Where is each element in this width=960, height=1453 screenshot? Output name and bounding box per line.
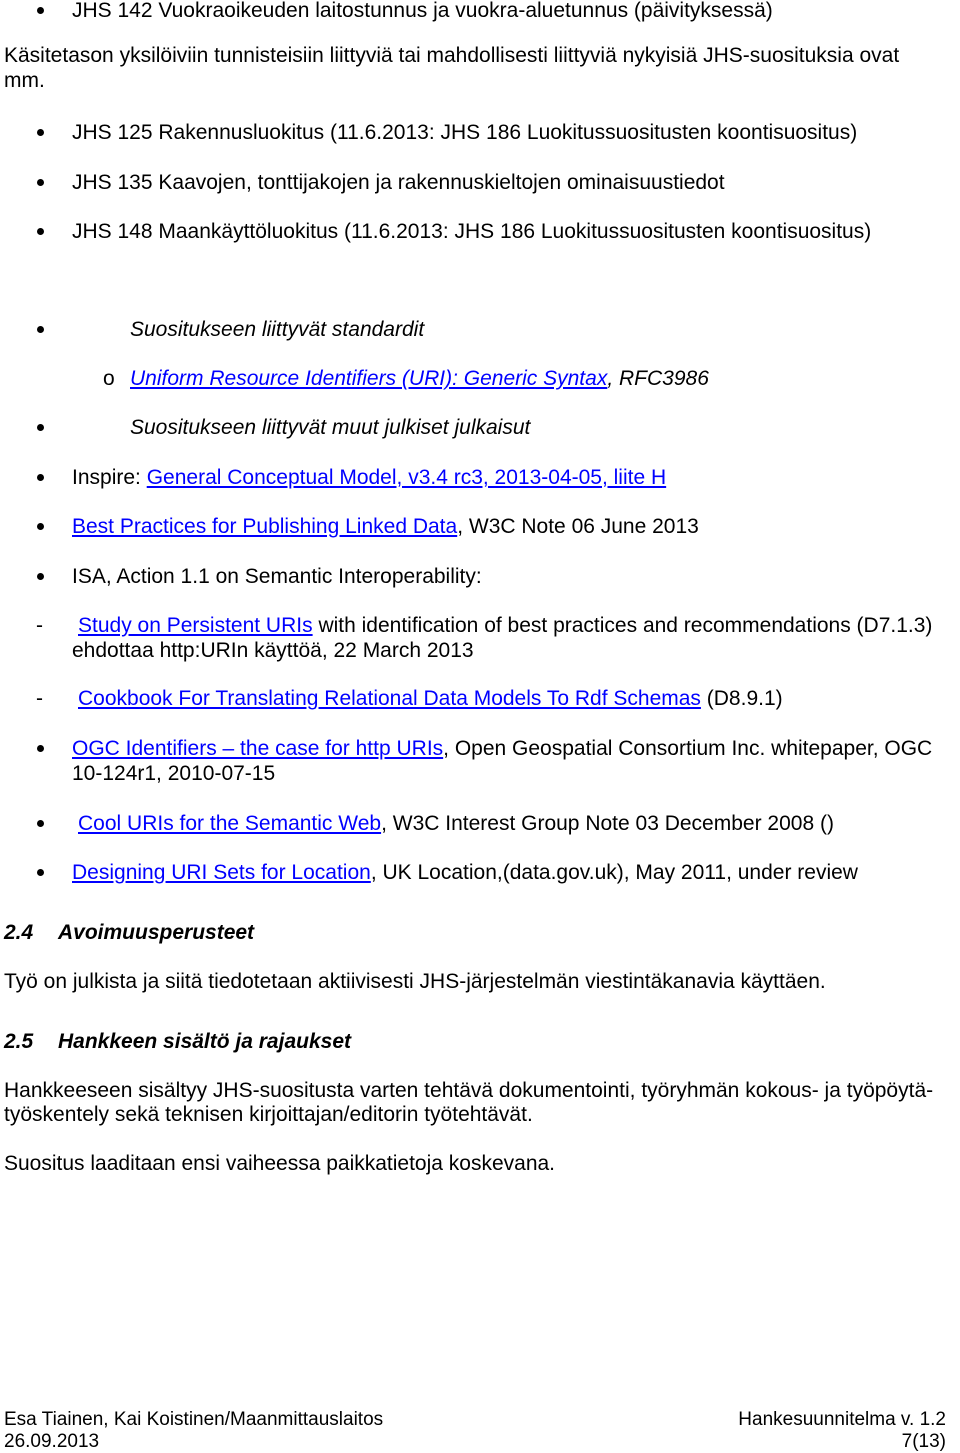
list-item-isa <box>0 564 960 589</box>
list-item-jhs135 <box>0 170 960 195</box>
paragraph-text: mm. <box>4 69 45 92</box>
persistent-uris-link[interactable]: Study on Persistent URIs <box>78 614 313 637</box>
standards-heading <box>0 317 960 342</box>
inspire-gcm-link[interactable]: General Conceptual Model, v3.4 rc3, 2013-04-05, liite H <box>146 466 667 489</box>
cool-uris-link[interactable]: Cool URIs for the Semantic Web <box>78 812 382 835</box>
sub-item-text <box>78 613 932 638</box>
paragraph-text: Käsitetason yksilöiviin tunnisteisiin liittyviä tai mahdollisesti liittyviä nykyisiä JHS-suosituksia ovat <box>4 44 900 67</box>
list-item-text: ISA, Action 1.1 on Semantic Interoperability: <box>72 565 482 588</box>
list-item-ogc <box>0 736 960 761</box>
list-item-text <box>72 736 932 761</box>
linked-data-link[interactable]: Best Practices for Publishing Linked Data <box>72 515 458 538</box>
list-item-text <box>72 860 858 885</box>
paragraph-text: Hankkeeseen sisältyy JHS-suositusta varten tehtävä dokumentointi, työryhmän kokous- ja työpöytä- <box>4 1079 934 1102</box>
sub-item-continuation <box>0 638 960 663</box>
bullet-icon <box>37 179 44 186</box>
footer-document: Hankesuunnitelma v. 1.2 <box>738 1409 946 1430</box>
paragraph-line <box>0 1102 960 1127</box>
paragraph <box>0 969 960 994</box>
standards-item-text <box>130 366 709 391</box>
list-item-continuation-text: 10-124r1, 2010-07-15 <box>72 762 276 785</box>
list-item-suffix: , W3C Note 06 June 2013 <box>457 515 699 538</box>
bullet-icon <box>37 745 44 752</box>
sub-item-cookbook <box>0 686 960 711</box>
list-item-suffix: , W3C Interest Group Note 03 December 2008 () <box>381 812 834 835</box>
standards-item <box>0 366 960 391</box>
bullet-icon <box>37 820 44 827</box>
sub-item-continuation-text: ehdottaa http:URIn käyttöä, 22 March 2013 <box>72 639 474 662</box>
publications-heading <box>0 415 960 440</box>
bullet-icon <box>37 869 44 876</box>
section-title: Avoimuusperusteet <box>58 921 255 944</box>
section-heading-2-4 <box>0 920 960 945</box>
list-item-linked-data <box>0 514 960 539</box>
list-item-uri-sets <box>0 860 960 885</box>
sub-item-suffix: with identification of best practices and recommendations (D7.1.3) <box>312 614 933 637</box>
list-item-suffix: , Open Geospatial Consortium Inc. whitepaper, OGC <box>443 737 933 760</box>
bullet-icon <box>37 523 44 530</box>
bullet-icon <box>37 474 44 481</box>
cookbook-link[interactable]: Cookbook For Translating Relational Data Models To Rdf Schemas <box>78 687 701 710</box>
dash-marker: - <box>36 614 43 637</box>
uri-syntax-link[interactable]: Uniform Resource Identifiers (URI): Generic Syntax <box>130 367 608 390</box>
list-item-jhs142 <box>0 0 960 23</box>
list-item-text <box>78 811 834 836</box>
bullet-icon <box>37 7 44 14</box>
paragraph-text: Suositus laaditaan ensi vaiheessa paikkatietoja koskevana. <box>4 1152 556 1175</box>
standards-heading-text: Suositukseen liittyvät standardit <box>130 318 425 341</box>
uri-sets-link[interactable]: Designing URI Sets for Location <box>72 861 371 884</box>
list-marker: o <box>103 367 115 390</box>
bullet-icon <box>37 573 44 580</box>
standards-item-suffix: , RFC3986 <box>607 367 709 390</box>
bullet-icon <box>37 326 44 333</box>
list-item-text: JHS 148 Maankäyttöluokitus (11.6.2013: JHS 186 Luokitussuositusten koontisuositus) <box>72 220 872 243</box>
dash-marker: - <box>36 687 43 710</box>
page-footer <box>0 1409 960 1431</box>
ogc-identifiers-link[interactable]: OGC Identifiers – the case for http URIs <box>72 737 444 760</box>
paragraph-line <box>0 1078 960 1103</box>
bullet-icon <box>37 129 44 136</box>
list-item-text: JHS 142 Vuokraoikeuden laitostunnus ja vuokra-aluetunnus (päivityksessä) <box>72 0 773 22</box>
list-item-prefix: Inspire: <box>72 466 147 489</box>
list-item-suffix: , UK Location,(data.gov.uk), May 2011, under review <box>370 861 858 884</box>
list-item-jhs148 <box>0 219 960 244</box>
list-item-text: JHS 135 Kaavojen, tonttijakojen ja rakennuskieltojen ominaisuustiedot <box>72 171 725 194</box>
list-item-cool-uris <box>0 811 960 836</box>
list-item-inspire <box>0 465 960 490</box>
page-footer-line-2 <box>0 1431 960 1453</box>
section-number: 2.5 <box>4 1030 34 1053</box>
section-number: 2.4 <box>4 921 34 944</box>
intro-line <box>0 68 960 93</box>
list-item-text <box>72 465 666 490</box>
paragraph-text: työskentely sekä teknisen kirjoittajan/editorin työtehtävät. <box>4 1103 533 1126</box>
footer-page-number: 7(13) <box>901 1431 946 1452</box>
section-title: Hankkeen sisältö ja rajaukset <box>58 1030 351 1053</box>
paragraph <box>0 1151 960 1176</box>
bullet-icon <box>37 424 44 431</box>
bullet-icon <box>37 228 44 235</box>
section-heading-2-5 <box>0 1029 960 1054</box>
paragraph-text: Työ on julkista ja siitä tiedotetaan aktiivisesti JHS-järjestelmän viestintäkanavia käyttäen. <box>4 970 826 993</box>
intro-line <box>0 43 960 68</box>
sub-item-persistent-uris <box>0 613 960 638</box>
sub-item-suffix: (D8.9.1) <box>700 687 783 710</box>
sub-item-text <box>78 686 783 711</box>
publications-heading-text: Suositukseen liittyvät muut julkiset julkaisut <box>130 416 531 439</box>
footer-date: 26.09.2013 <box>4 1431 100 1452</box>
list-item-continuation <box>0 761 960 786</box>
list-item-jhs125 <box>0 120 960 145</box>
list-item-text: JHS 125 Rakennusluokitus (11.6.2013: JHS 186 Luokitussuositusten koontisuositus) <box>72 121 858 144</box>
list-item-text <box>72 514 699 539</box>
footer-authors: Esa Tiainen, Kai Koistinen/Maanmittauslaitos <box>4 1409 384 1430</box>
